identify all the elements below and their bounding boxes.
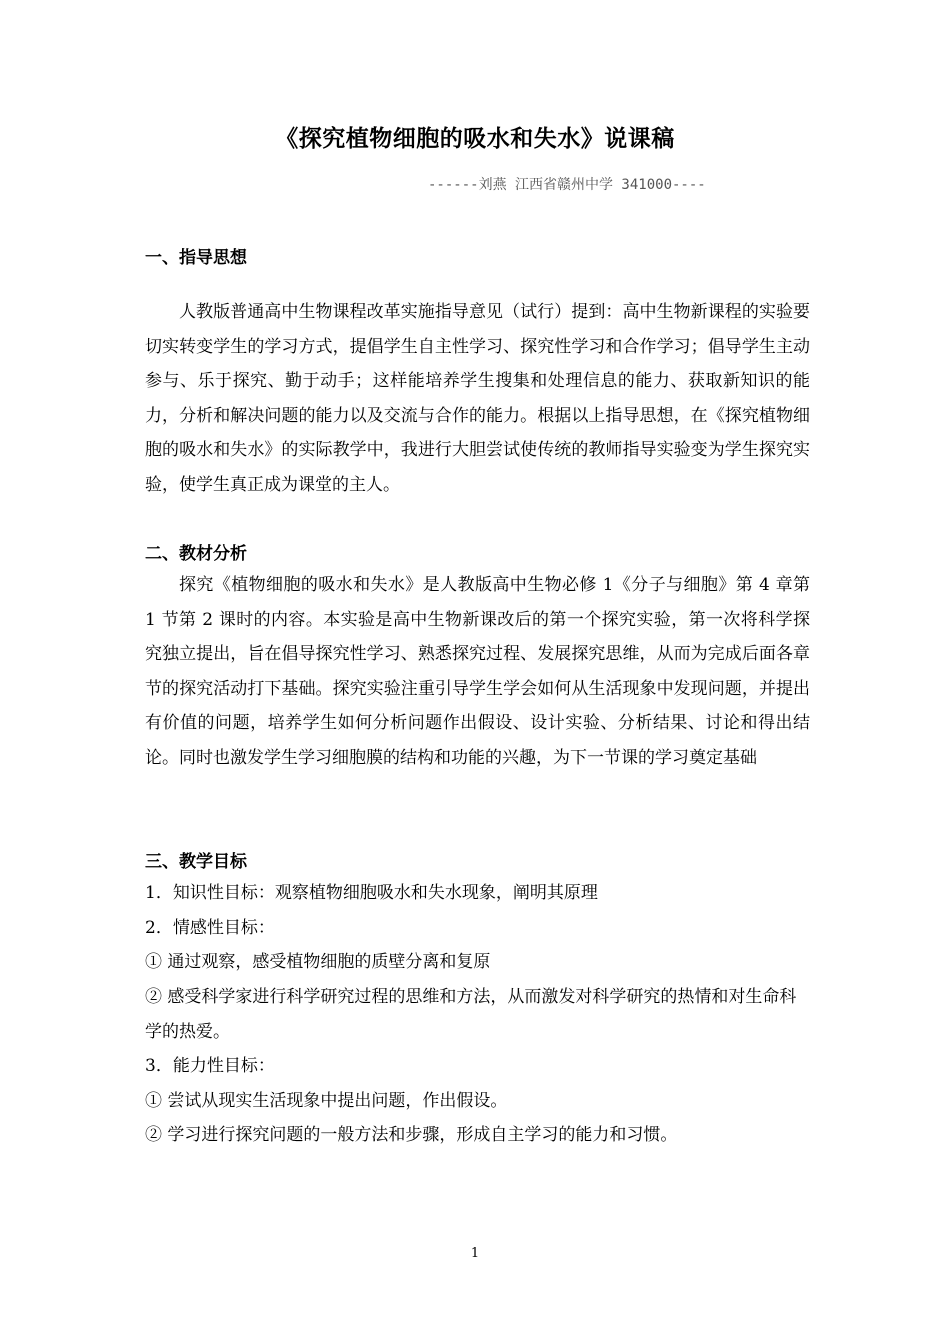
paragraph-textbook-analysis: 探究《植物细胞的吸水和失水》是人教版高中生物必修 1《分子与细胞》第 4 章第 1 节第 2 课时的内容。本实验是高中生物新课改后的第一个探究实验，第一次将科学探究独立提出，旨在倡导探究性学习、熟悉探究过程、发展探究思维，从而为完成后面各章节的探究活动打下基础。探究实验注重引导学生学会如何从生活现象中发现问题，并提出有价值的问题，培养学生如何分析问题作出假设、设计实验、分析结果、讨论和得出结论。同时也激发学生学习细胞膜的结构和功能的兴趣，为下一节课的学习奠定基础: [145, 575, 810, 768]
author-byline: ------刘燕 江西省赣州中学 341000----: [428, 177, 706, 193]
objective-ability-point-1: ① 尝试从现实生活现象中提出问题，作出假设。: [145, 1091, 508, 1111]
document-title: 《探究植物细胞的吸水和失水》说课稿: [275, 126, 675, 152]
objective-ability: 3．能力性目标：: [145, 1056, 275, 1076]
paragraph-guiding-ideology: 人教版普通高中生物课程改革实施指导意见（试行）提到：高中生物新课程的实验要切实转变学生的学习方式，提倡学生自主性学习、探究性学习和合作学习；倡导学生主动参与、乐于探究、勤于动手；这样能培养学生搜集和处理信息的能力、获取新知识的能力，分析和解决问题的能力以及交流与合作的能力。根据以上指导思想，在《探究植物细胞的吸水和失水》的实际教学中，我进行大胆尝试使传统的教师指导实验变为学生探究实验，使学生真正成为课堂的主人。: [145, 302, 810, 495]
section-heading-teaching-objectives: 三、教学目标: [145, 852, 247, 872]
objective-emotional-point-2: ② 感受科学家进行科学研究过程的思维和方法，从而激发对科学研究的热情和对生命科学的热爱。: [145, 987, 797, 1042]
objective-emotional: 2．情感性目标：: [145, 918, 275, 938]
objective-knowledge: 1．知识性目标：观察植物细胞吸水和失水现象，阐明其原理: [145, 883, 598, 903]
section-heading-guiding-ideology: 一、指导思想: [145, 248, 247, 268]
objective-emotional-point-1: ① 通过观察，感受植物细胞的质壁分离和复原: [145, 952, 491, 972]
objective-ability-point-2: ② 学习进行探究问题的一般方法和步骤，形成自主学习的能力和习惯。: [145, 1125, 678, 1145]
page-number: 1: [470, 1246, 480, 1261]
section-heading-textbook-analysis: 二、教材分析: [145, 544, 247, 564]
